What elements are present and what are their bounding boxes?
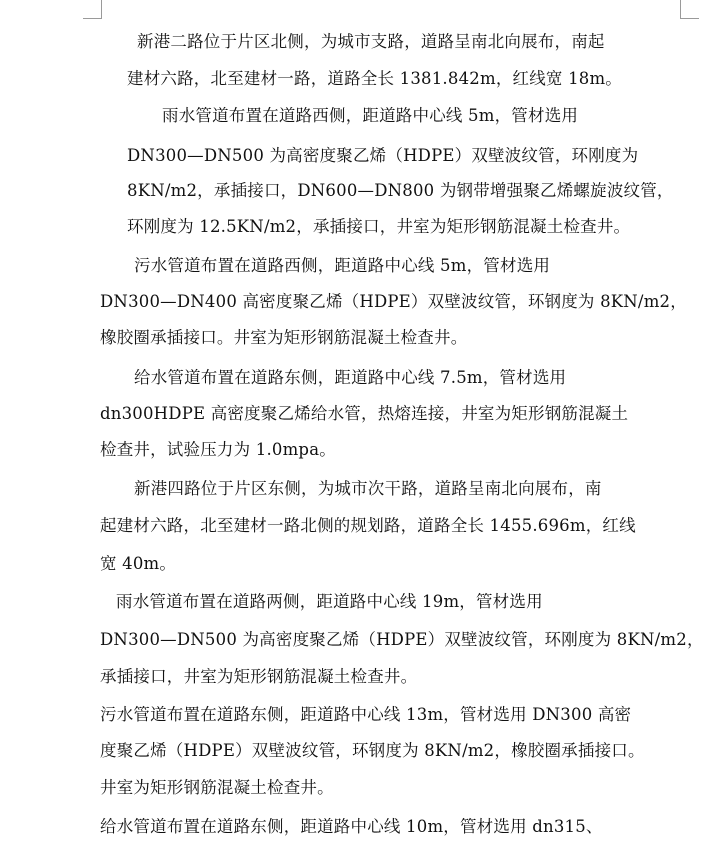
text-line: DN300—DN400 高密度聚乙烯（HDPE）双壁波纹管，环钢度为 8KN/m2， <box>100 292 687 311</box>
text-line: 雨水管道布置在道路西侧，距道路中心线 5m，管材选用 <box>162 106 579 125</box>
text-line: 污水管道布置在道路西侧，距道路中心线 5m，管材选用 <box>134 256 551 275</box>
text-line: dn300HDPE 高密度聚乙烯给水管，热熔连接，井室为矩形钢筋混凝土 <box>100 404 629 423</box>
text-line: DN300—DN500 为高密度聚乙烯（HDPE）双壁波纹管，环刚度为 8KN/m2， <box>100 630 704 649</box>
text-line: 给水管道布置在道路东侧，距道路中心线 10m，管材选用 dn315、 <box>100 817 603 836</box>
text-line: 检查井，试验压力为 1.0mpa。 <box>100 440 336 459</box>
text-line: 环刚度为 12.5KN/m2，承插接口，井室为矩形钢筋混凝土检查井。 <box>127 217 631 236</box>
text-line: 起建材六路，北至建材一路北侧的规划路，道路全长 1455.696m，红线 <box>100 516 636 535</box>
text-line: 井室为矩形钢筋混凝土检查井。 <box>100 778 334 797</box>
text-line: 宽 40m。 <box>100 554 177 573</box>
page-corner-mark-right <box>680 0 699 19</box>
text-line: 承插接口，井室为矩形钢筋混凝土检查井。 <box>100 667 418 686</box>
text-line: 8KN/m2，承插接口，DN600—DN800 为钢带增强聚乙烯螺旋波纹管， <box>127 181 674 200</box>
text-line: 橡胶圈承插接口。井室为矩形钢筋混凝土检查井。 <box>100 328 468 347</box>
text-line: 污水管道布置在道路东侧，距道路中心线 13m，管材选用 DN300 高密 <box>100 705 632 724</box>
text-line: 雨水管道布置在道路两侧，距道路中心线 19m，管材选用 <box>116 592 543 611</box>
text-line: 新港四路位于片区东侧，为城市次干路，道路呈南北向展布，南 <box>134 479 602 498</box>
text-line: 给水管道布置在道路东侧，距道路中心线 7.5m，管材选用 <box>134 368 567 387</box>
page-corner-mark-left <box>83 0 102 19</box>
text-line: 建材六路，北至建材一路，道路全长 1381.842m，红线宽 18m。 <box>127 69 623 88</box>
text-line: 度聚乙烯（HDPE）双壁波纹管，环钢度为 8KN/m2，橡胶圈承插接口。 <box>100 741 645 760</box>
text-line: 新港二路位于片区北侧，为城市支路，道路呈南北向展布，南起 <box>137 32 605 51</box>
text-line: DN300—DN500 为高密度聚乙烯（HDPE）双壁波纹管，环刚度为 <box>127 146 639 165</box>
